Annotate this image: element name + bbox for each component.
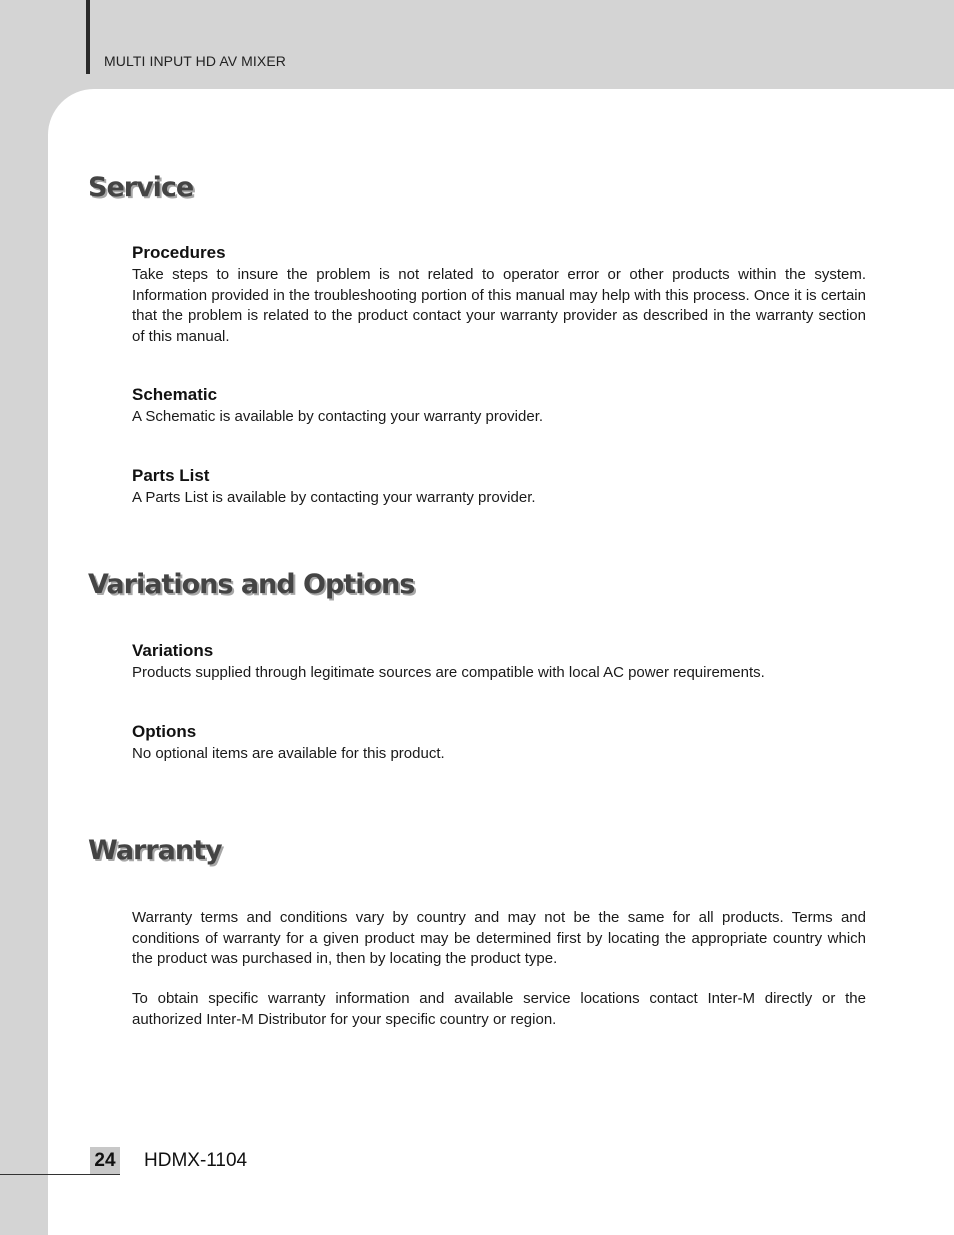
footer-rule [0, 1174, 120, 1175]
options-text: No optional items are available for this product. [132, 745, 445, 762]
section-title-service: Service [88, 172, 194, 203]
subheading-options: Options [132, 722, 197, 741]
procedures-text: Take steps to insure the problem is not related to operator error or other products within the system. Information provided in the troubleshooting portion of this manual may help with this process. Once it is certain that the problem is related to the product contact your warranty provider as described in the warranty section of this manual. [132, 266, 866, 345]
section-title-variations-options: Variations and Options [88, 569, 415, 600]
section-title-warranty: Warranty [88, 835, 222, 866]
subheading-procedures: Procedures [132, 243, 226, 262]
header-accent-bar [86, 0, 90, 74]
warranty-paragraph-1: Warranty terms and conditions vary by country and may not be the same for all products. Terms and conditions of warranty for a given product may be determined first by locating the appropriate country which the product was purchased in, then by locating the product type. [132, 909, 866, 967]
subheading-schematic: Schematic [132, 385, 218, 404]
variations-text: Products supplied through legitimate sources are compatible with local AC power requirements. [132, 664, 765, 681]
running-header: MULTI INPUT HD AV MIXER [104, 53, 286, 69]
schematic-text: A Schematic is available by contacting your warranty provider. [132, 408, 544, 425]
parts-list-text: A Parts List is available by contacting your warranty provider. [132, 489, 536, 506]
page-number: 24 [90, 1147, 120, 1174]
subheading-parts-list: Parts List [132, 466, 210, 485]
model-name: HDMX-1104 [144, 1150, 248, 1171]
warranty-paragraph-2: To obtain specific warranty information and available service locations contact Inter-M directly or the authorized Inter-M Distributor for your specific country or region. [132, 990, 866, 1028]
subheading-variations: Variations [132, 641, 214, 660]
